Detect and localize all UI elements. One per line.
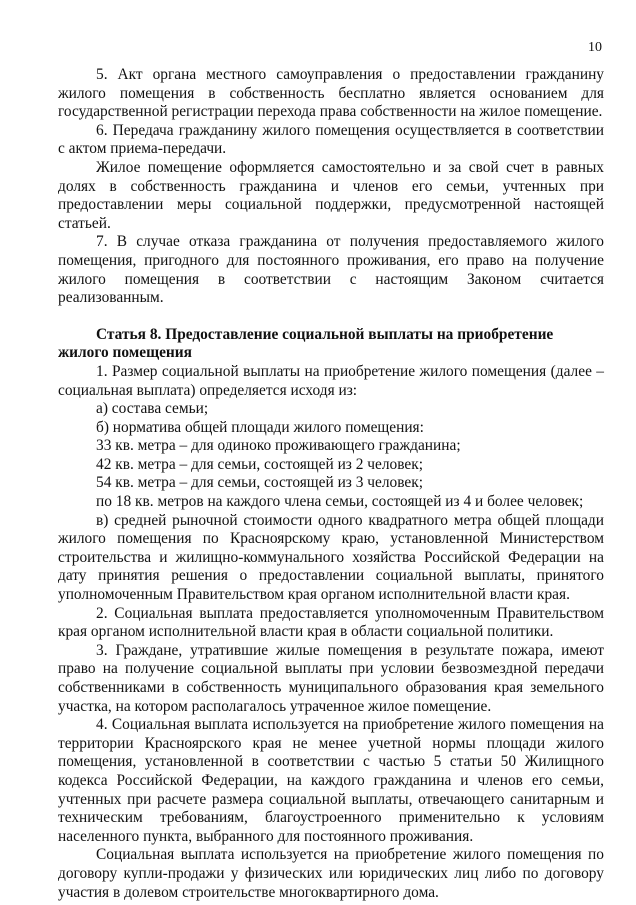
paragraph-ownership-registration: Жилое помещение оформляется самостоятельно и за свой счет в равных долях в собственность гражданина и членов его семьи, учтенных при предоставлении меры социальной поддержки, предусмотренной настоящей статьей. — [58, 158, 604, 232]
list-item-market-cost: в) средней рыночной стоимости одного квадратного метра общей площади жилого помещения по Красноярскому краю, установленной Министерством строительства и жилищно-коммунального хозяйства Российской Федерации на дату принятия решения о предоставлении социальной выплаты, принятого уполномоченным Правительством края органом исполнительной власти края. — [58, 511, 604, 604]
list-item-area-four-plus: по 18 кв. метров на каждого члена семьи, состоящей из 4 и более человек; — [96, 493, 584, 511]
list-item-family-composition: а) состава семьи; — [96, 400, 209, 418]
list-item-area-three: 54 кв. метра – для семьи, состоящей из 3 человек; — [96, 474, 423, 492]
article-8-heading: Статья 8. Предоставление социальной выплаты на приобретение жилого помещения — [58, 325, 554, 362]
page-number: 10 — [588, 40, 602, 55]
paragraph-5-act: 5. Акт органа местного самоуправления о предоставлении гражданину жилого помещения в собственность бесплатно является основанием для государственной регистрации перехода права собственности на жилое помещение. — [58, 66, 604, 121]
paragraph-7-refusal: 7. В случае отказа гражданина от получения предоставляемого жилого помещения, пригодного для постоянного проживания, его право на получение жилого помещения в соответствии с настоящим Законом считается реализованным. — [58, 233, 604, 307]
list-item-area-two: 42 кв. метра – для семьи, состоящей из 2 человек; — [96, 455, 423, 473]
paragraph-6-transfer: 6. Передача гражданину жилого помещения осуществляется в соответствии с актом приема-передачи. — [58, 121, 604, 158]
paragraph-8-4-usage: 4. Социальная выплата используется на приобретение жилого помещения на территории Красноярского края не менее учетной нормы площади жилого помещения, установленной в соответствии с частью 5 статьи 50 Жилищного кодекса Российской Федерации, на каждого гражданина и членов его семьи, учтенных при расчете размера социальной выплаты, отвечающего санитарным и техническим требованиям, благоустроенного применительно к условиям населенного пункта, выбранного для постоянного проживания. — [58, 716, 604, 845]
paragraph-usage-contracts: Социальная выплата используется на приобретение жилого помещения по договору купли-продажи у физических или юридических лиц либо по договору участия в долевом строительстве многоквартирного дома. — [58, 846, 604, 901]
paragraph-8-3-fire: 3. Граждане, утратившие жилые помещения в результате пожара, имеют право на получение социальной выплаты при условии безвозмездной передачи собственниками в собственность муниципального образования края земельного участка, на котором располагалось утраченное жилое помещение. — [58, 641, 604, 715]
list-item-area-single: 33 кв. метра – для одиноко проживающего гражданина; — [96, 437, 461, 455]
list-item-area-norm: б) норматива общей площади жилого помещения: — [96, 418, 424, 436]
paragraph-8-2-provider: 2. Социальная выплата предоставляется уполномоченным Правительством края органом исполнительной власти края в области социальной политики. — [58, 604, 604, 641]
paragraph-8-1-size: 1. Размер социальной выплаты на приобретение жилого помещения (далее – социальная выплата) определяется исходя из: — [58, 362, 604, 399]
